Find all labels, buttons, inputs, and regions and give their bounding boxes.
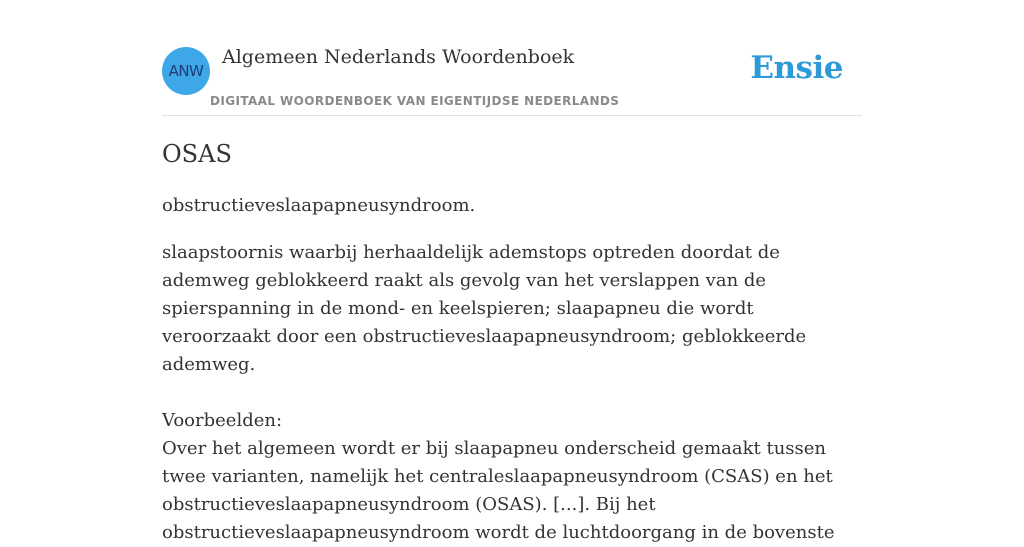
ensie-brand-link[interactable]: Ensie (750, 50, 843, 86)
entry-body (162, 239, 862, 547)
entry-short-definition: obstructieveslaapapneusyndroom. (162, 195, 476, 216)
entry-title: OSAS (162, 140, 232, 168)
page (162, 0, 862, 543)
examples-label: Voorbeelden: (162, 410, 283, 431)
anw-logo[interactable] (162, 47, 210, 95)
site-subtitle: DIGITAAL WOORDENBOEK VAN EIGENTIJDSE NEDERLANDS (210, 94, 620, 108)
header (162, 0, 862, 116)
site-title[interactable]: Algemeen Nederlands Woordenboek (222, 46, 575, 68)
entry-definition: slaapstoornis waarbij herhaaldelijk ademstops optreden doordat de ademweg geblokkeerd raakt als gevolg van het verslappen van de spierspanning in de mond- en keelspieren; slaapapneu die wordt veroorzaakt door een obstructieveslaapapneusyndroom; geblokkeerde ademweg. (162, 242, 807, 375)
logo-text: ANW (168, 62, 204, 80)
example-text: Over het algemeen wordt er bij slaapapneu onderscheid gemaakt tussen twee varianten, namelijk het centraleslaapapneusyndroom (CSAS) en het obstructieveslaapapneusyndroom (OSAS). [...]. Bij het obstructieveslaapapneusyndroom wordt de luchtdoorgang in de bovenste (162, 438, 835, 543)
